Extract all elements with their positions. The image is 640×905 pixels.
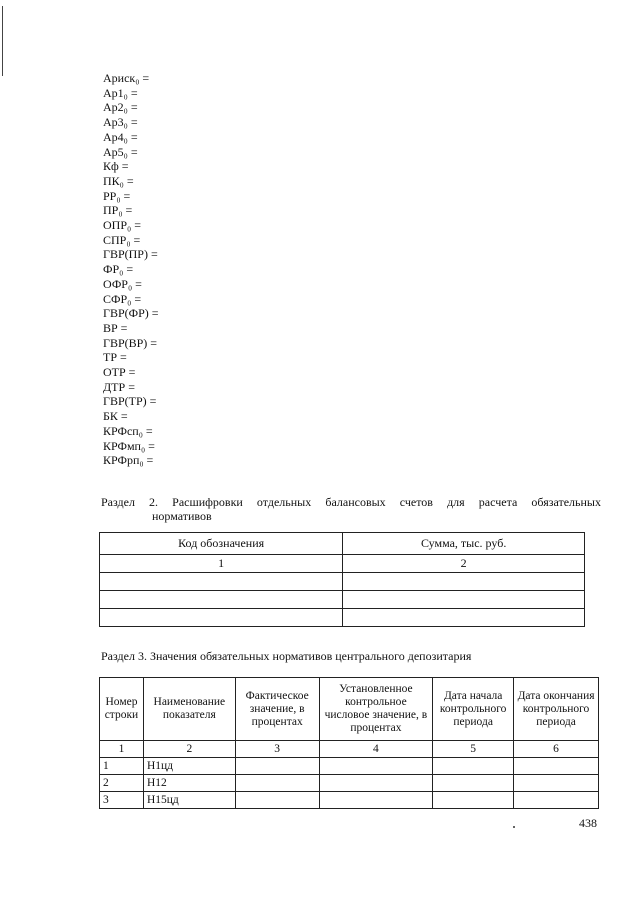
variable-line: Ар2₀ = [103, 100, 138, 115]
table-cell [343, 609, 585, 627]
table-header-row [100, 678, 599, 741]
variable-line: Ар3₀ = [103, 115, 138, 130]
table-cell: 1 [100, 758, 144, 775]
section-2-heading [101, 495, 601, 523]
header-period-start: Дата начала контрольного периода [433, 678, 514, 741]
table-row [100, 591, 585, 609]
table-cell [235, 792, 319, 809]
header-code: Код обозначения [100, 533, 343, 555]
table-cell [514, 758, 599, 775]
table-row [100, 775, 599, 792]
table-cell: Н15цд [143, 792, 235, 809]
table-cell [100, 591, 343, 609]
column-number: 2 [143, 741, 235, 758]
table-cell [433, 792, 514, 809]
section-2-table [99, 532, 585, 627]
variable-line: ОФР₀ = [103, 276, 142, 291]
table-cell [235, 775, 319, 792]
column-number: 1 [100, 741, 144, 758]
table-cell [319, 758, 433, 775]
variable-line: ТР = [103, 350, 127, 365]
variable-line: ГВР(ПР) = [103, 247, 158, 262]
column-number: 3 [235, 741, 319, 758]
column-number: 1 [100, 555, 343, 573]
table-header-row [100, 533, 585, 555]
variable-line: ГВР(ВР) = [103, 335, 158, 350]
table-cell [100, 573, 343, 591]
table-cell [100, 609, 343, 627]
table-row [100, 573, 585, 591]
variable-line: Ар5₀ = [103, 144, 138, 159]
variable-line: ДТР = [103, 379, 135, 394]
table-cell: Н1цд [143, 758, 235, 775]
variable-line: КРФмп₀ = [103, 438, 155, 453]
variable-line: ФР₀ = [103, 262, 134, 277]
page-number: 438 [579, 816, 597, 830]
table-row [100, 609, 585, 627]
table-cell: 3 [100, 792, 144, 809]
column-number: 2 [343, 555, 585, 573]
variable-line: ОПР₀ = [103, 218, 141, 233]
variable-line: ВР = [103, 320, 128, 335]
margin-line [2, 6, 3, 76]
stray-mark [513, 826, 515, 828]
variable-line: Ар4₀ = [103, 129, 138, 144]
variable-line: КРФсп₀ = [103, 423, 153, 438]
column-number-row [100, 741, 599, 758]
column-number-row [100, 555, 585, 573]
table-cell [514, 775, 599, 792]
column-number: 6 [514, 741, 599, 758]
section-3-title: Раздел 3. Значения обязательных нормативов центрального депозитария [101, 649, 472, 663]
table-cell: Н12 [143, 775, 235, 792]
variable-list [103, 71, 159, 468]
variable-line: Ариск₀ = [103, 71, 150, 85]
table-cell [343, 573, 585, 591]
table-cell [235, 758, 319, 775]
section-3-table [99, 677, 599, 809]
table-cell: 2 [100, 775, 144, 792]
header-period-end: Дата окончания контрольного периода [514, 678, 599, 741]
table-cell [319, 792, 433, 809]
header-amount: Сумма, тыс. руб. [343, 533, 585, 555]
header-row-number: Номер строки [100, 678, 144, 741]
variable-line: РР₀ = [103, 188, 131, 203]
column-number: 5 [433, 741, 514, 758]
variable-line: ГВР(ТР) = [103, 394, 157, 409]
column-number: 4 [319, 741, 433, 758]
variable-line: ОТР = [103, 365, 136, 380]
header-actual-value: Фактическое значение, в процентах [235, 678, 319, 741]
variable-line: Ар1₀ = [103, 85, 138, 100]
table-cell [433, 775, 514, 792]
variable-line: СПР₀ = [103, 232, 141, 247]
variable-line: БК = [103, 409, 128, 424]
table-cell [433, 758, 514, 775]
table-cell [343, 591, 585, 609]
section-2-title-line-2: нормативов [152, 509, 212, 523]
table-row [100, 758, 599, 775]
table-cell [514, 792, 599, 809]
header-indicator-name: Наименование показателя [143, 678, 235, 741]
header-control-value: Установленное контрольное числовое значение, в процентах [319, 678, 433, 741]
table-row [100, 792, 599, 809]
variable-line: КРФрп₀ = [103, 453, 154, 468]
variable-line: СФР₀ = [103, 291, 142, 306]
section-2-title-line-1: Раздел 2. Расшифровки отдельных балансовых счетов для расчета обязательных [101, 495, 601, 509]
table-cell [319, 775, 433, 792]
variable-line: ГВР(ФР) = [103, 306, 159, 321]
variable-line: ПК₀ = [103, 173, 134, 188]
variable-line: Кф = [103, 159, 129, 174]
variable-line: ПР₀ = [103, 203, 133, 218]
